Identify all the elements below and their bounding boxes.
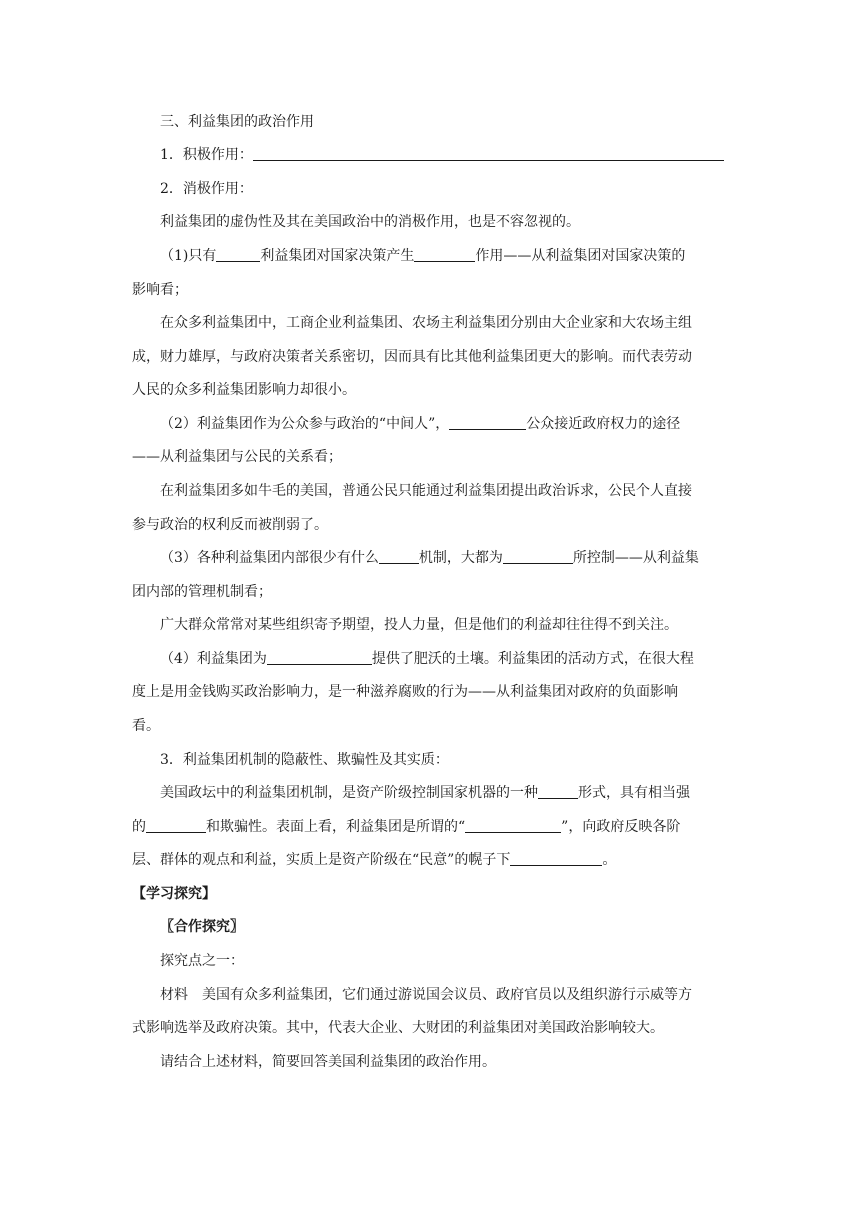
study-heading: 【学习探究】 [132,886,216,902]
point4-line-2: 度上是用金钱购买政治影响力，是一种滋养腐败的行为——从利益集团对政府的负面影响 [132,684,678,700]
point3-text-b: 机制，大都为 [418,550,503,566]
answer-blank[interactable] [253,146,724,161]
material-line-2: 式影响选举及政府决策。其中，代表大企业、大财团的利益集团对美国政治影响较大。 [132,1020,664,1036]
material-line-1: 材料 美国有众多利益集团，它们通过游说国会议员、政府官员以及组织游行示威等方 [160,987,692,1003]
point4-line-3: 看。 [132,718,160,734]
answer-blank[interactable] [538,784,578,799]
item3-text-f: 层、群体的观点和利益，实质上是资产阶级在“民意”的幌子下 [132,852,511,868]
inquiry-point: 探究点之一： [160,953,244,969]
point2-body-1: 在利益集团多如牛毛的美国，普通公民只能通过利益集团提出政治诉求，公民个人直接 [160,483,692,499]
item3-text-c: 的 [132,819,146,835]
item3-text-g: 。 [602,852,617,868]
positive-role-label: 1．积极作用： [160,147,253,163]
point1-line [160,246,685,266]
coop-heading: 〖合作探究〗 [160,919,244,935]
point1-text-c: 作用——从利益集团对国家决策的 [475,248,686,264]
item3-line-3 [132,850,616,870]
section-heading: 三、利益集团的政治作用 [160,114,314,130]
point2-text-b: 公众接近政府权力的途径 [526,416,681,432]
answer-blank[interactable] [503,549,573,564]
item3-line-2 [132,817,680,837]
item3-text-b: 形式，具有相当强 [578,785,690,801]
answer-blank[interactable] [510,851,602,866]
item3-line-1 [160,783,690,803]
item3-text-a: 美国政坛中的利益集团机制，是资产阶级控制国家机器的一种 [160,785,538,801]
item3-text-e: ”，向政府反映各阶 [561,819,681,835]
point3-text-a: （3）各种利益集团内部很少有什么 [160,550,379,566]
point1-body-2: 成，财力雄厚，与政府决策者关系密切，因而具有比其他利益集团更大的影响。而代表劳动 [132,349,692,365]
point1-body-1: 在众多利益集团中，工商企业利益集团、农场主利益集团分别由大企业家和大农场主组 [160,315,692,331]
question-text: 请结合上述材料，简要回答美国利益集团的政治作用。 [160,1054,496,1070]
point2-line-2: ——从利益集团与公民的关系看； [132,449,342,465]
positive-role-line [160,145,724,165]
negative-intro: 利益集团的虚伪性及其在美国政治中的消极作用，也是不容忽视的。 [160,214,580,230]
negative-role-label: 2．消极作用： [160,181,253,197]
point3-line [160,548,699,568]
point1-line-2: 影响看； [132,282,188,298]
answer-blank[interactable] [414,247,475,262]
point3-line-2: 团内部的管理机制看； [132,584,272,600]
point3-body: 广大群众常常对某些组织寄予期望，投人力量，但是他们的利益却往往得不到关注。 [160,617,678,633]
item3-text-d: 和欺骗性。表面上看，利益集团是所谓的“ [206,819,466,835]
point4-line [160,649,694,669]
point2-body-2: 参与政治的权利反而被削弱了。 [132,517,328,533]
point4-text-a: （4）利益集团为 [160,651,267,667]
answer-blank[interactable] [146,818,206,833]
answer-blank[interactable] [216,247,260,262]
item3-heading: 3．利益集团机制的隐蔽性、欺骗性及其实质： [160,752,449,768]
answer-blank[interactable] [379,549,419,564]
point3-text-c: 所控制——从利益集 [572,550,699,566]
point1-text-a: （1)只有 [160,248,217,264]
answer-blank[interactable] [267,650,372,665]
point1-text-b: 利益集团对国家决策产生 [260,248,415,264]
answer-blank[interactable] [449,415,526,430]
answer-blank[interactable] [465,818,561,833]
point1-body-3: 人民的众多利益集团影响力却很小。 [132,382,356,398]
point2-line [160,414,680,434]
point4-text-b: 提供了肥沃的土壤。利益集团的活动方式，在很大程 [371,651,694,667]
point2-text-a: （2）利益集团作为公众参与政治的“中间人”， [160,416,450,432]
